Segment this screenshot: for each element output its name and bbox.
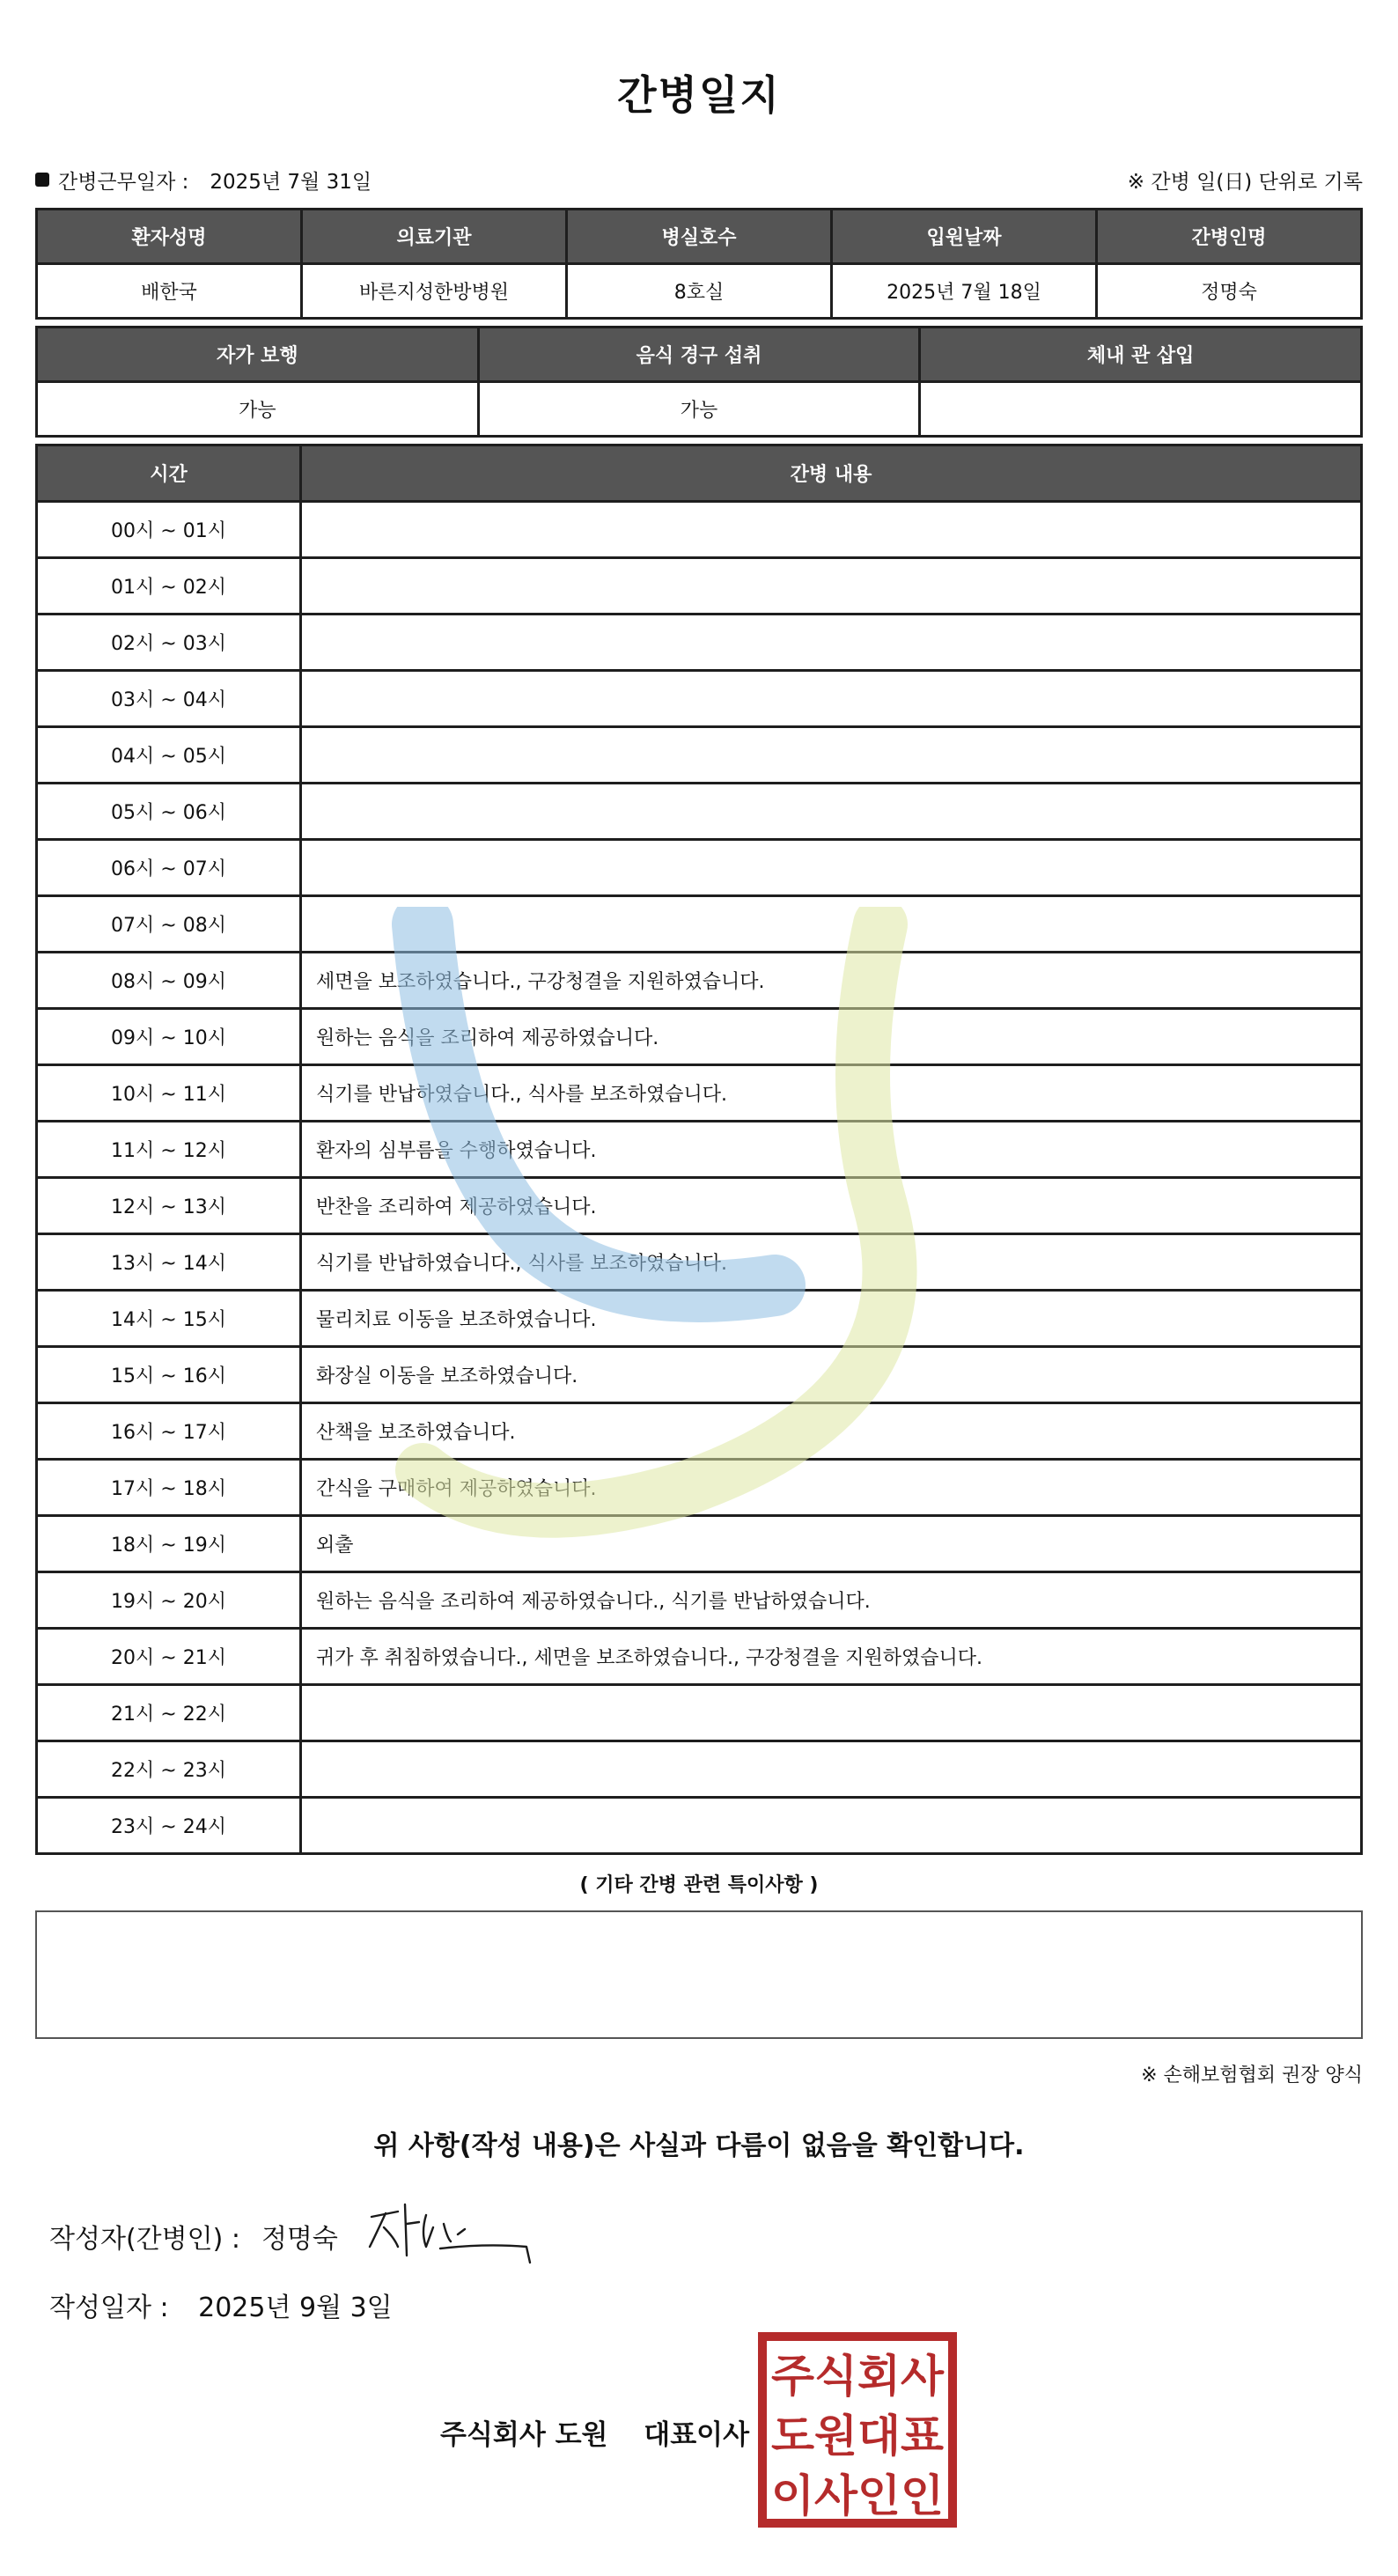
patient-info-table <box>35 208 1363 320</box>
care-log-table <box>35 444 1363 1855</box>
log-header-row <box>37 445 1362 502</box>
table-row <box>37 1347 1362 1403</box>
work-date-group <box>35 166 372 195</box>
care-content: 간식을 구매하여 제공하였습니다. <box>301 1460 1362 1516</box>
time-slot: 00시 ~ 01시 <box>37 502 301 558</box>
table-row <box>37 1685 1362 1741</box>
time-slot: 09시 ~ 10시 <box>37 1009 301 1065</box>
page-title: 간병일지 <box>617 71 781 119</box>
care-content: 세면을 보조하였습니다., 구강청결을 지원하였습니다. <box>301 953 1362 1009</box>
table-row <box>37 1572 1362 1629</box>
table-row <box>37 896 1362 953</box>
patient-status-table <box>35 326 1363 438</box>
time-slot: 13시 ~ 14시 <box>37 1234 301 1291</box>
hospital-name: 바른지성한방병원 <box>302 264 567 319</box>
writer-label: 작성자(간병인) : <box>49 2224 240 2255</box>
table-row <box>37 1516 1362 1572</box>
self-walking-value: 가능 <box>37 382 479 437</box>
header-oral-intake: 음식 경구 섭취 <box>478 328 920 382</box>
care-content <box>301 558 1362 615</box>
time-slot: 14시 ~ 15시 <box>37 1291 301 1347</box>
care-content: 물리치료 이동을 보조하였습니다. <box>301 1291 1362 1347</box>
seal-text-line: 이사인인 <box>771 2470 944 2521</box>
time-slot: 05시 ~ 06시 <box>37 784 301 840</box>
table-row <box>37 671 1362 727</box>
care-content <box>301 671 1362 727</box>
table-row <box>37 1234 1362 1291</box>
header-admission-date: 입원날짜 <box>832 210 1097 264</box>
square-bullet-icon <box>35 173 49 187</box>
work-date-value: 2025년 7월 31일 <box>210 170 372 194</box>
care-content: 원하는 음식을 조리하여 제공하였습니다., 식기를 반납하였습니다. <box>301 1572 1362 1629</box>
time-slot: 16시 ~ 17시 <box>37 1403 301 1460</box>
confirmation-statement: 위 사항(작성 내용)은 사실과 다름이 없음을 확인합니다. <box>373 2131 1025 2161</box>
notes-title: ( 기타 간병 관련 특이사항 ) <box>579 1874 819 1896</box>
time-slot: 23시 ~ 24시 <box>37 1798 301 1854</box>
time-slot: 07시 ~ 08시 <box>37 896 301 953</box>
table-row <box>37 953 1362 1009</box>
header-care-content: 간병 내용 <box>301 445 1362 502</box>
representative-title: 대표이사 <box>644 2419 750 2451</box>
header-tube-insertion: 체내 관 삽입 <box>920 328 1362 382</box>
unit-note: ※ 간병 일(日) 단위로 기록 <box>1127 170 1363 194</box>
time-slot: 06시 ~ 07시 <box>37 840 301 896</box>
care-content <box>301 1798 1362 1854</box>
time-slot: 17시 ~ 18시 <box>37 1460 301 1516</box>
admission-date: 2025년 7월 18일 <box>832 264 1097 319</box>
time-slot: 20시 ~ 21시 <box>37 1629 301 1685</box>
work-date-label: 간병근무일자 : <box>58 170 189 194</box>
table-row <box>37 502 1362 558</box>
time-slot: 21시 ~ 22시 <box>37 1685 301 1741</box>
header-room: 병실호수 <box>567 210 832 264</box>
care-content: 화장실 이동을 보조하였습니다. <box>301 1347 1362 1403</box>
care-content <box>301 840 1362 896</box>
care-content: 식기를 반납하였습니다., 식사를 보조하였습니다. <box>301 1065 1362 1122</box>
company-line <box>440 2412 749 2452</box>
care-content <box>301 1685 1362 1741</box>
header-time: 시간 <box>37 445 301 502</box>
care-content: 환자의 심부름을 수행하였습니다. <box>301 1122 1362 1178</box>
care-content: 산책을 보조하였습니다. <box>301 1403 1362 1460</box>
table-row <box>37 1178 1362 1234</box>
time-slot: 18시 ~ 19시 <box>37 1516 301 1572</box>
oral-intake-value: 가능 <box>478 382 920 437</box>
header-self-walking: 자가 보행 <box>37 328 479 382</box>
time-slot: 01시 ~ 02시 <box>37 558 301 615</box>
time-slot: 15시 ~ 16시 <box>37 1347 301 1403</box>
table-row <box>37 1741 1362 1798</box>
time-slot: 02시 ~ 03시 <box>37 615 301 671</box>
seal-text-line: 주식회사 <box>771 2351 945 2402</box>
write-date-label: 작성일자 : <box>49 2293 169 2323</box>
time-slot: 04시 ~ 05시 <box>37 727 301 784</box>
table-row <box>37 558 1362 615</box>
care-content <box>301 784 1362 840</box>
header-caregiver-name: 간병인명 <box>1097 210 1362 264</box>
meta-row <box>35 164 1363 195</box>
table-row <box>37 1009 1362 1065</box>
care-content: 반찬을 조리하여 제공하였습니다. <box>301 1178 1362 1234</box>
info-value-row <box>37 264 1362 319</box>
table-row <box>37 727 1362 784</box>
handwritten-signature <box>363 2197 539 2268</box>
info-header-row <box>37 210 1362 264</box>
care-content <box>301 896 1362 953</box>
company-seal-stamp <box>757 2331 958 2528</box>
time-slot: 12시 ~ 13시 <box>37 1178 301 1234</box>
time-slot: 22시 ~ 23시 <box>37 1741 301 1798</box>
header-hospital: 의료기관 <box>302 210 567 264</box>
seal-text-line: 도원대표 <box>771 2410 945 2462</box>
log-body <box>37 502 1362 1854</box>
status-header-row <box>37 328 1362 382</box>
care-content: 외출 <box>301 1516 1362 1572</box>
care-content: 원하는 음식을 조리하여 제공하였습니다. <box>301 1009 1362 1065</box>
table-row <box>37 1460 1362 1516</box>
time-slot: 19시 ~ 20시 <box>37 1572 301 1629</box>
time-slot: 11시 ~ 12시 <box>37 1122 301 1178</box>
status-value-row <box>37 382 1362 437</box>
notes-box <box>35 1910 1363 2039</box>
care-content <box>301 1741 1362 1798</box>
header-patient-name: 환자성명 <box>37 210 302 264</box>
care-content <box>301 615 1362 671</box>
time-slot: 10시 ~ 11시 <box>37 1065 301 1122</box>
writer-line <box>49 2217 338 2256</box>
table-row <box>37 1798 1362 1854</box>
table-row <box>37 1403 1362 1460</box>
time-slot: 08시 ~ 09시 <box>37 953 301 1009</box>
company-name: 주식회사 도원 <box>440 2419 608 2451</box>
form-footnote: ※ 손해보험협회 권장 양식 <box>1141 2064 1363 2087</box>
care-content <box>301 502 1362 558</box>
table-row <box>37 784 1362 840</box>
caregiver-name: 정명숙 <box>1097 264 1362 319</box>
table-row <box>37 615 1362 671</box>
table-row <box>37 1291 1362 1347</box>
writer-name: 정명숙 <box>261 2224 338 2255</box>
time-slot: 03시 ~ 04시 <box>37 671 301 727</box>
table-row <box>37 1122 1362 1178</box>
care-content <box>301 727 1362 784</box>
patient-name: 배한국 <box>37 264 302 319</box>
table-row <box>37 1065 1362 1122</box>
write-date-line <box>49 2285 393 2324</box>
table-row <box>37 840 1362 896</box>
care-content: 식기를 반납하였습니다., 식사를 보조하였습니다. <box>301 1234 1362 1291</box>
care-content: 귀가 후 취침하였습니다., 세면을 보조하였습니다., 구강청결을 지원하였습니다. <box>301 1629 1362 1685</box>
write-date-value: 2025년 9월 3일 <box>198 2293 393 2323</box>
room-number: 8호실 <box>567 264 832 319</box>
table-row <box>37 1629 1362 1685</box>
tube-insertion-value <box>920 382 1362 437</box>
